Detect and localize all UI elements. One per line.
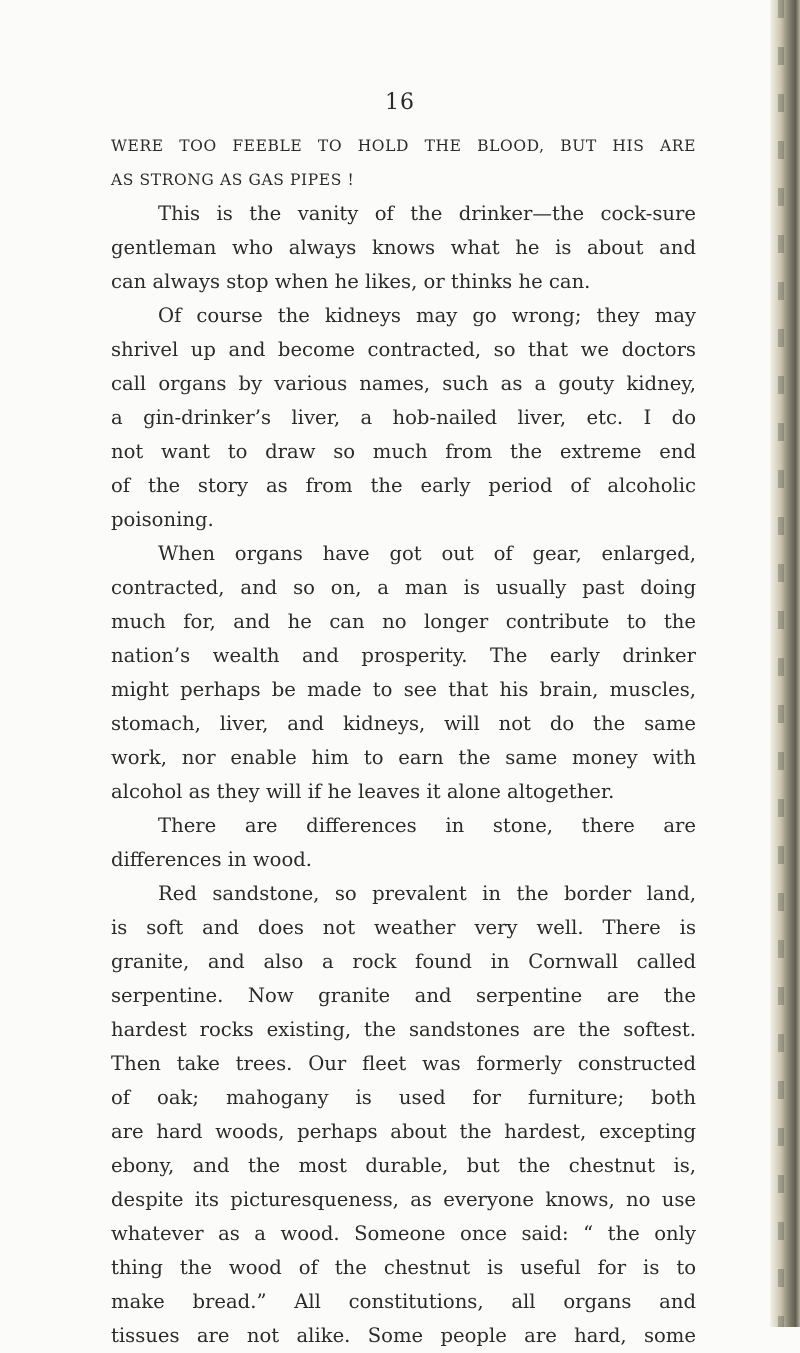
text-line: Then take trees. Our fleet was formerly constructed — [111, 1052, 696, 1075]
text-line: make bread.” All constitutions, all organs and — [111, 1290, 696, 1313]
text-line: a gin-drinker’s liver, a hob-nailed liver, etc. I do — [111, 406, 696, 429]
text-line: This is the vanity of the drinker—the cock-sure — [158, 202, 696, 225]
page-number: 16 — [385, 90, 415, 115]
text-line: thing the wood of the chestnut is useful for is to — [111, 1256, 696, 1279]
text-line: is soft and does not weather very well. There is — [111, 916, 696, 939]
text-line: contracted, and so on, a man is usually past doing — [111, 576, 696, 599]
text-line: WERE TOO FEEBLE TO HOLD THE BLOOD, BUT HIS ARE — [111, 137, 696, 155]
text-line: AS STRONG AS GAS PIPES ! — [111, 171, 355, 189]
text-line: granite, and also a rock found in Cornwall called — [111, 950, 696, 973]
text-line: whatever as a wood. Someone once said: “ the only — [111, 1222, 696, 1245]
text-line: much for, and he can no longer contribute to the — [111, 610, 696, 633]
text-line: call organs by various names, such as a gouty kidney, — [111, 372, 696, 395]
text-line: stomach, liver, and kidneys, will not do the same — [111, 712, 696, 735]
text-line: poisoning. — [111, 508, 214, 531]
text-line: can always stop when he likes, or thinks he can. — [111, 270, 591, 293]
text-line: alcohol as they will if he leaves it alone altogether. — [111, 780, 615, 803]
text-line: serpentine. Now granite and serpentine are the — [111, 984, 696, 1007]
text-line: tissues are not alike. Some people are hard, some — [111, 1324, 696, 1347]
text-line: might perhaps be made to see that his brain, muscles, — [111, 678, 696, 701]
text-line: are hard woods, perhaps about the hardest, excepting — [111, 1120, 696, 1143]
text-line: hardest rocks existing, the sandstones are the softest. — [111, 1018, 696, 1041]
text-line: work, nor enable him to earn the same money with — [111, 746, 696, 769]
text-line: nation’s wealth and prosperity. The early drinker — [111, 644, 696, 667]
book-binding-edge — [770, 0, 800, 1327]
text-line: ebony, and the most durable, but the chestnut is, — [111, 1154, 696, 1177]
body-text — [111, 129, 696, 1353]
text-line: of the story as from the early period of alcoholic — [111, 474, 696, 497]
text-line: despite its picturesqueness, as everyone knows, no use — [111, 1188, 696, 1211]
text-line: Red sandstone, so prevalent in the border land, — [158, 882, 696, 905]
text-line: shrivel up and become contracted, so that we doctors — [111, 338, 696, 361]
text-line: gentleman who always knows what he is about and — [111, 236, 696, 259]
text-line: Of course the kidneys may go wrong; they may — [158, 304, 696, 327]
text-line: differences in wood. — [111, 848, 313, 871]
text-line: of oak; mahogany is used for furniture; both — [111, 1086, 696, 1109]
text-line: not want to draw so much from the extreme end — [111, 440, 696, 463]
text-line: There are differences in stone, there are — [158, 814, 696, 837]
text-line: When organs have got out of gear, enlarged, — [158, 542, 696, 565]
